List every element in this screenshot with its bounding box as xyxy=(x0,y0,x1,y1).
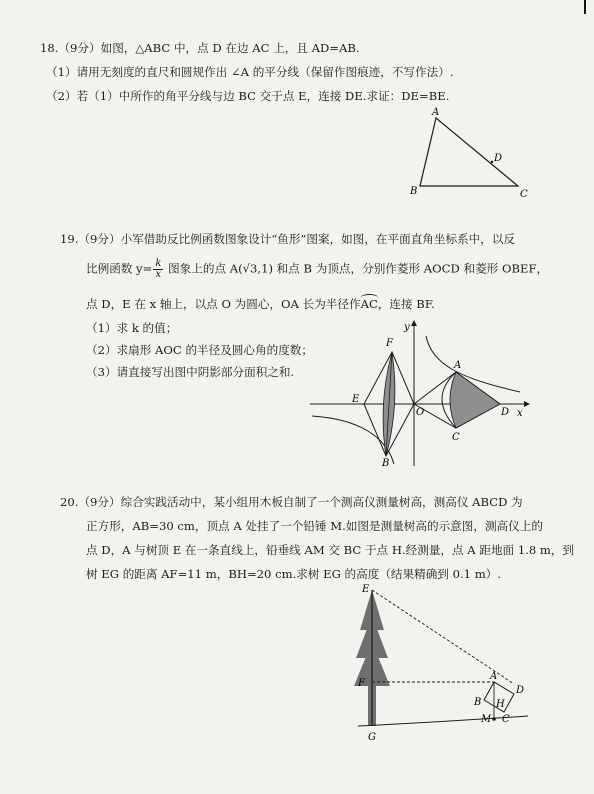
label-x: x xyxy=(517,408,523,419)
q19-line2 xyxy=(86,259,548,280)
q20-stem-line4: 树 EG 的距离 AF=11 m，BH=20 cm.求树 EG 的高度（结果精确到 0.1 m）. xyxy=(86,567,501,581)
sight-line-ea xyxy=(372,590,514,684)
label-b: B xyxy=(474,697,482,708)
q18-stem: 18.（9分）如图，△ABC 中，点 D 在边 AC 上，且 AD=AB. xyxy=(40,41,360,55)
q20-tree-figure xyxy=(352,584,532,744)
x-axis-arrow xyxy=(524,401,530,407)
hyperbola-third-quadrant xyxy=(312,416,394,464)
point-d xyxy=(491,161,493,163)
label-o: O xyxy=(416,407,425,418)
label-g: G xyxy=(368,732,376,743)
fraction-k-over-x xyxy=(153,259,163,280)
label-a: A xyxy=(432,107,440,118)
q20-stem-line2: 正方形，AB=30 cm，顶点 A 处挂了一个铅锤 M.如图是测量树高的示意图，测高仪上的 xyxy=(86,519,543,533)
q18-part1: （1）请用无刻度的直尺和圆规作出 ∠A 的平分线（保留作图痕迹，不写作法）. xyxy=(46,65,454,79)
label-e: E xyxy=(362,584,370,595)
fraction-numerator: k xyxy=(155,258,162,269)
label-f: F xyxy=(386,338,393,349)
shaded-region-right xyxy=(450,372,500,428)
label-a: A xyxy=(490,671,498,682)
label-d: D xyxy=(501,407,510,418)
page-edge-mark xyxy=(584,0,586,14)
label-y: y xyxy=(404,322,410,333)
q20-stem-line3: 点 D，A 与树顶 E 在一条直线上，铅垂线 AM 交 BC 于点 H.经测量，点 A 距地面 1.8 m，到 xyxy=(86,543,575,557)
y-axis-arrow xyxy=(411,320,417,326)
label-b: B xyxy=(410,186,418,197)
label-f: F xyxy=(358,678,365,689)
q19-line3 xyxy=(86,296,435,312)
q20-stem-line1: 20.（9分）综合实践活动中，某小组用木板自制了一个测高仪测量树高，测高仪 ABCD 为 xyxy=(60,495,523,509)
q19-part1: （1）求 k 的值； xyxy=(86,321,178,335)
q19-fish-figure xyxy=(308,318,530,468)
q18-triangle-figure xyxy=(400,104,540,200)
fraction-denominator: x xyxy=(155,269,162,280)
q19-line2-post: 图象上的点 A(√3,1) 和点 B 为顶点，分别作菱形 AOCD 和菱形 OBEF， xyxy=(164,261,549,276)
label-d: D xyxy=(516,685,525,696)
label-c: C xyxy=(452,432,460,443)
label-e: E xyxy=(352,394,360,405)
label-c: C xyxy=(502,714,510,725)
label-a: A xyxy=(454,360,462,371)
q18-part2: （2）若（1）中所作的角平分线与边 BC 交于点 E，连接 DE.求证：DE=BE. xyxy=(46,89,450,103)
q19-line3-pre: 点 D，E 在 x 轴上，以点 O 为圆心，OA 长为半径作 xyxy=(86,297,361,311)
q19-line2-pre: 比例函数 y= xyxy=(86,261,153,276)
q19-stem: 19.（9分）小军借助反比例函数图象设计“鱼形”图案，如图，在平面直角坐标系中，以反 xyxy=(60,232,516,246)
label-b: B xyxy=(382,458,390,468)
label-d: D xyxy=(494,153,503,164)
arc-ac-symbol: AC xyxy=(360,297,378,311)
q19-part2: （2）求扇形 AOC 的半径及圆心角的度数； xyxy=(86,343,313,357)
q19-line3-post: ，连接 BF. xyxy=(377,297,435,311)
label-c: C xyxy=(520,189,528,200)
label-m: M xyxy=(481,714,492,725)
label-h: H xyxy=(496,699,505,710)
triangle-abc xyxy=(420,118,518,186)
q19-part3: （3）请直接写出图中阴影部分面积之和. xyxy=(86,365,295,379)
